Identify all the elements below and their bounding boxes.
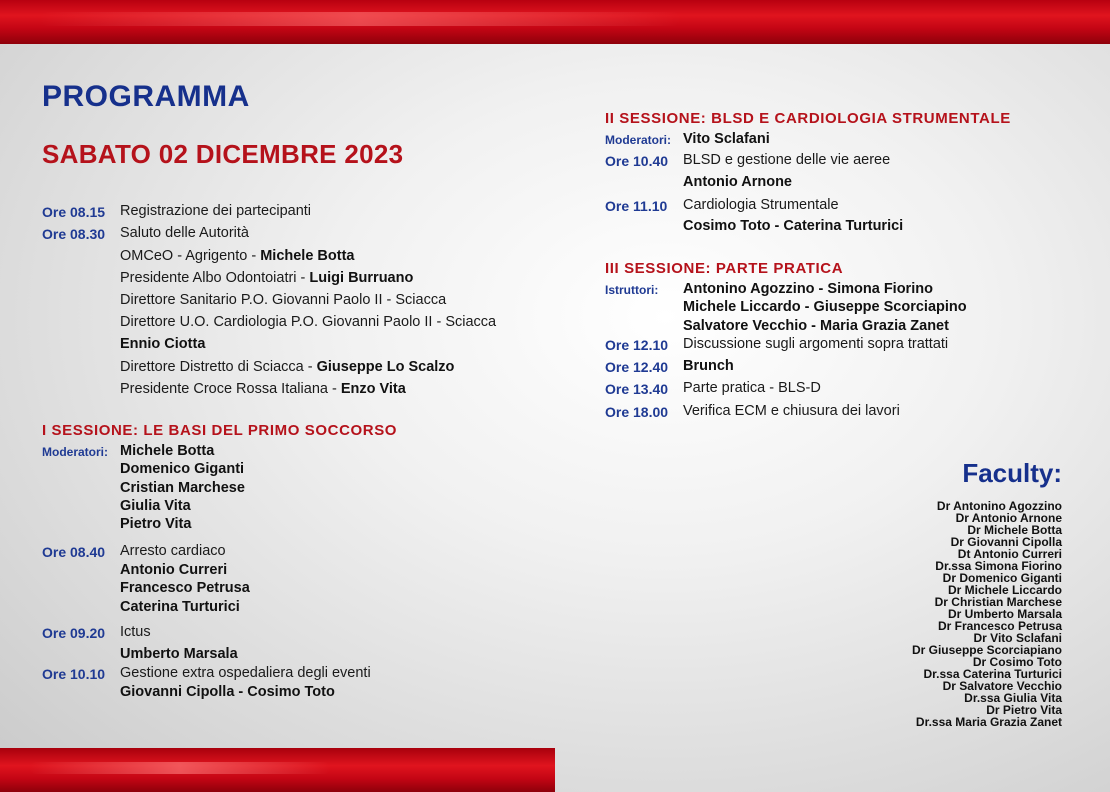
faculty-member: Dr Antonino Agozzino [936, 499, 1062, 513]
authority-name: Giuseppe Lo Scalzo [316, 359, 455, 375]
top-red-band [0, 0, 1110, 44]
session3-topic-4: Verifica ECM e chiusura dei lavori [683, 403, 900, 419]
faculty-member: Dr Antonio Arnone [955, 511, 1062, 525]
authority-role: Direttore Distretto di Sciacca - [120, 359, 317, 375]
faculty-member: Dr.ssa Maria Grazia Zanet [915, 715, 1062, 729]
authority-role: OMCeO - Agrigento - [120, 248, 261, 264]
session1-moderator: Giulia Vita [120, 498, 191, 514]
faculty-member: Dr Michele Botta [967, 523, 1062, 537]
session1-moderators-label: Moderatori: [42, 445, 108, 459]
faculty-member: Dr Giuseppe Scorciapiano [911, 643, 1062, 657]
faculty-member: Dr Francesco Petrusa [937, 619, 1062, 633]
faculty-member: Dr Cosimo Toto [972, 655, 1062, 669]
session3-instructors: Salvatore Vecchio - Maria Grazia Zanet [683, 318, 949, 334]
top-band-highlight [40, 12, 680, 26]
session1-time-2: Ore 09.20 [42, 625, 106, 641]
authority-7 [120, 380, 406, 398]
authority-4 [120, 313, 496, 331]
faculty-member: Dr.ssa Caterina Turturici [923, 667, 1062, 681]
opening-time-1: Ore 08.15 [42, 204, 106, 220]
session1-moderator: Michele Botta [120, 443, 215, 459]
session1-topic-1: Arresto cardiaco [120, 543, 226, 559]
authority-name: Luigi Burruano [309, 270, 414, 286]
session1-moderator: Domenico Giganti [120, 461, 245, 477]
session1-time-1: Ore 08.40 [42, 544, 106, 560]
session3-time-1: Ore 12.10 [605, 337, 669, 353]
session2-speaker-2: Cosimo Toto - Caterina Turturici [683, 218, 904, 234]
session3-time-3: Ore 13.40 [605, 381, 669, 397]
faculty-member: Dr Salvatore Vecchio [942, 679, 1062, 693]
authority-role: Presidente Croce Rossa Italiana - [120, 381, 341, 397]
faculty-member: Dr Domenico Giganti [942, 571, 1062, 585]
session1-speaker: Antonio Curreri [120, 562, 228, 578]
authority-role: Presidente Albo Odontoiatri - [120, 270, 310, 286]
authority-5 [120, 335, 205, 353]
authority-6 [120, 358, 454, 376]
authority-role: Direttore U.O. Cardiologia P.O. Giovanni Paolo II - Sciacca [120, 314, 497, 330]
session1-moderator: Pietro Vita [120, 516, 192, 532]
session2-time-1: Ore 10.40 [605, 153, 669, 169]
authority-role: Direttore Sanitario P.O. Giovanni Paolo II - Sciacca [120, 292, 447, 308]
session1-topic-2: Ictus [120, 624, 151, 640]
faculty-member: Dr Vito Sclafani [973, 631, 1062, 645]
authority-2 [120, 269, 413, 287]
bottom-red-band [0, 748, 555, 792]
session2-title: II SESSIONE: BLSD E CARDIOLOGIA STRUMENTALE [605, 110, 1011, 127]
faculty-member: Dr.ssa Giulia Vita [964, 691, 1062, 705]
session2-moderators-label: Moderatori: [605, 133, 671, 147]
authority-name: Enzo Vita [340, 381, 406, 397]
session3-instructors: Antonino Agozzino - Simona Fiorino [683, 281, 933, 297]
authority-name: Ennio Ciotta [120, 336, 206, 352]
faculty-member: Dr Umberto Marsala [947, 607, 1062, 621]
authority-1 [120, 247, 354, 265]
authority-name: Michele Botta [260, 248, 355, 264]
session2-topic-1: BLSD e gestione delle vie aeree [683, 152, 891, 168]
event-date: SABATO 02 DICEMBRE 2023 [42, 139, 404, 169]
faculty-member: Dt Antonio Curreri [957, 547, 1062, 561]
session1-speaker: Umberto Marsala [120, 646, 238, 662]
opening-time-2: Ore 08.30 [42, 226, 106, 242]
opening-text-1: Registrazione dei partecipanti [120, 203, 312, 219]
session3-instructors: Michele Liccardo - Giuseppe Scorciapino [683, 299, 967, 315]
session2-time-2: Ore 11.10 [605, 198, 668, 214]
session1-title: I SESSIONE: LE BASI DEL PRIMO SOCCORSO [42, 422, 398, 439]
authority-3 [120, 291, 446, 309]
session3-time-2: Ore 12.40 [605, 359, 669, 375]
session3-time-4: Ore 18.00 [605, 404, 669, 420]
session1-time-3: Ore 10.10 [42, 666, 106, 682]
faculty-member: Dr.ssa Simona Fiorino [935, 559, 1062, 573]
session1-speaker: Giovanni Cipolla - Cosimo Toto [120, 684, 335, 700]
faculty-member: Dr Pietro Vita [986, 703, 1062, 717]
session3-topic-3: Parte pratica - BLS-D [683, 380, 821, 396]
bottom-band-highlight [30, 762, 330, 774]
opening-text-2: Saluto delle Autorità [120, 225, 249, 241]
faculty-member: Dr Michele Liccardo [947, 583, 1062, 597]
session3-topic-1: Discussione sugli argomenti sopra trattati [683, 336, 949, 352]
faculty-member: Dr Giovanni Cipolla [950, 535, 1062, 549]
session1-speaker: Caterina Turturici [120, 599, 240, 615]
session3-title: III SESSIONE: PARTE PRATICA [605, 260, 844, 277]
session3-topic-2: Brunch [683, 358, 734, 374]
session1-moderator: Cristian Marchese [120, 480, 245, 496]
faculty-title: Faculty: [962, 458, 1062, 488]
faculty-member: Dr Christian Marchese [934, 595, 1062, 609]
page-title: PROGRAMMA [42, 80, 250, 113]
session2-moderator: Vito Sclafani [683, 131, 770, 147]
faculty-list [912, 500, 1062, 728]
session3-instructors-label: Istruttori: [605, 283, 659, 297]
session1-speaker: Francesco Petrusa [120, 580, 250, 596]
session2-topic-2: Cardiologia Strumentale [683, 197, 839, 213]
session2-speaker-1: Antonio Arnone [683, 174, 792, 190]
session1-topic-3: Gestione extra ospedaliera degli eventi [120, 665, 371, 681]
